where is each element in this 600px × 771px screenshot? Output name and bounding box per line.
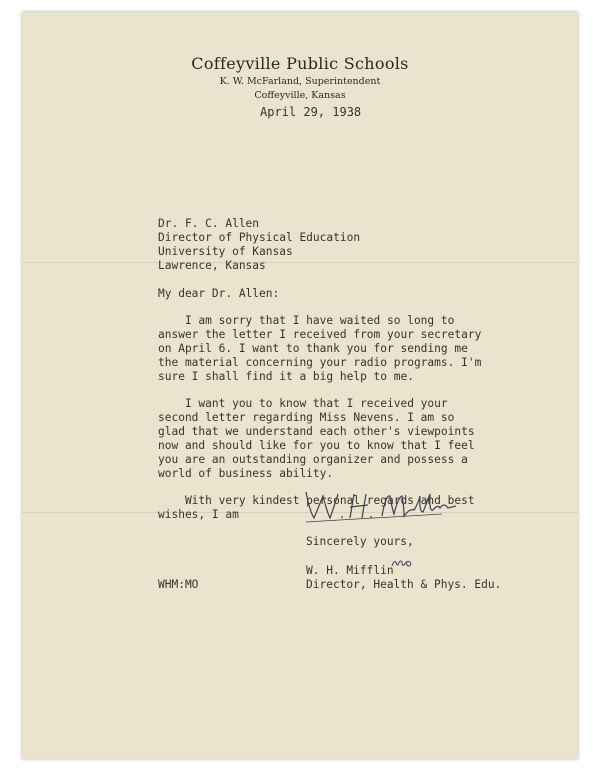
body-line: you are an outstanding organizer and possess a — [158, 453, 468, 466]
body-line: the material concerning your radio programs. I'm — [158, 356, 482, 369]
body-line: glad that we understand each other's viewpoints — [158, 425, 475, 438]
body-line: now and should like for you to know that I feel — [158, 439, 475, 452]
letterhead-superintendent: K. W. McFarland, Superintendent — [219, 76, 381, 87]
letter-paper — [22, 12, 578, 759]
body-line: I am sorry that I have waited so long to — [158, 314, 455, 327]
recipient-city: Lawrence, Kansas — [158, 259, 266, 272]
letterhead-city: Coffeyville, Kansas — [254, 90, 346, 101]
body-line: wishes, I am — [158, 508, 239, 521]
sender-title: Director, Health & Phys. Edu. — [306, 578, 502, 591]
recipient-org: University of Kansas — [158, 245, 293, 258]
body-line: sure I shall find it a big help to me. — [158, 370, 414, 383]
body-line: With very kindest personal regards and best — [158, 494, 475, 507]
handwritten-initials — [390, 556, 414, 568]
letter-date: April 29, 1938 — [260, 105, 362, 119]
salutation: My dear Dr. Allen: — [158, 287, 280, 300]
sender-name: W. H. Mifflin — [306, 564, 394, 577]
recipient-name: Dr. F. C. Allen — [158, 217, 260, 230]
handwritten-signature — [292, 488, 462, 528]
body-line: answer the letter I received from your secretary — [158, 328, 482, 341]
paper-fold-line — [22, 262, 578, 263]
recipient-title: Director of Physical Education — [158, 231, 361, 244]
letterhead-school: Coffeyville Public Schools — [191, 54, 409, 73]
body-line: world of business ability. — [158, 467, 334, 480]
body-line: I want you to know that I received your — [158, 397, 448, 410]
body-line: second letter regarding Miss Nevens. I am so — [158, 411, 455, 424]
closing: Sincerely yours, — [306, 535, 414, 548]
reference-initials: WHM:MO — [158, 578, 199, 591]
body-line: on April 6. I want to thank you for sending me — [158, 342, 468, 355]
